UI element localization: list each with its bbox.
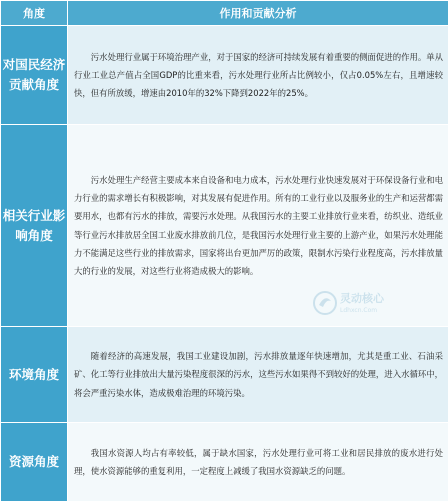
row-content: 污水处理行业属于环境治理产业，对于国家的经济可持续发展有着重要的侧面促进的作用。单从行业工业总产值占全国GDP的比重来看，污水处理行业所占比例较小，仅占0.05%左右，且增速较快，但有所放缓，增速由2010年的32%下降到2022年的25%。 [68,26,448,125]
row-category: 对国民经济贡献角度 [1,26,68,125]
watermark-url: Ldhxcn.Com [340,307,377,314]
row-category: 相关行业影响角度 [1,125,68,327]
row-content: 随着经济的高速发展，我国工业建设加剧，污水排放量逐年快速增加，尤其是重工业、石油采矿、化工等行业排放出大量污染程度很深的污水，这些污水如果得不到较好的处理，进入水循环中，将会严重污染水体，造成极难治理的环境污染。 [68,327,448,423]
table-row [1,125,448,327]
row-content: 我国水资源人均占有率较低，属于缺水国家，污水处理行业可将工业和居民排放的废水进行处理，使水资源能够的重复利用，一定程度上减缓了我国水资源缺乏的问题。 [68,423,448,502]
header-analysis: 作用和贡献分析 [68,1,448,26]
table-header-row [1,1,448,26]
table-row [1,327,448,423]
table-row [1,423,448,502]
table-row [1,26,448,125]
row-category: 资源角度 [1,423,68,502]
watermark-name: 灵动核心 [340,290,384,306]
header-angle: 角度 [1,1,68,26]
row-category: 环境角度 [1,327,68,423]
row-content: 污水处理生产经营主要成本来自设备和电力成本，污水处理行业快速发展对于环保设备行业和电力行业的需求增长有积极影响，对其发展有促进作用。所有的工业行业以及服务业的生产和运营都需要用水，也都有污水的排放，需要污水处理。从我国污水的主要工业排放行业来看，纺织业、造纸业等行业污水排放居全国工业废水排放前几位，是我国污水处理行业主要的上游产业，如果污水处理能力不能满足这些行业的排放需求，国家将出台更加严厉的政策，限制水污染行业程度高，污水排放量大的行业的发展，对这些行业将造成极大的影响。 [68,125,448,327]
